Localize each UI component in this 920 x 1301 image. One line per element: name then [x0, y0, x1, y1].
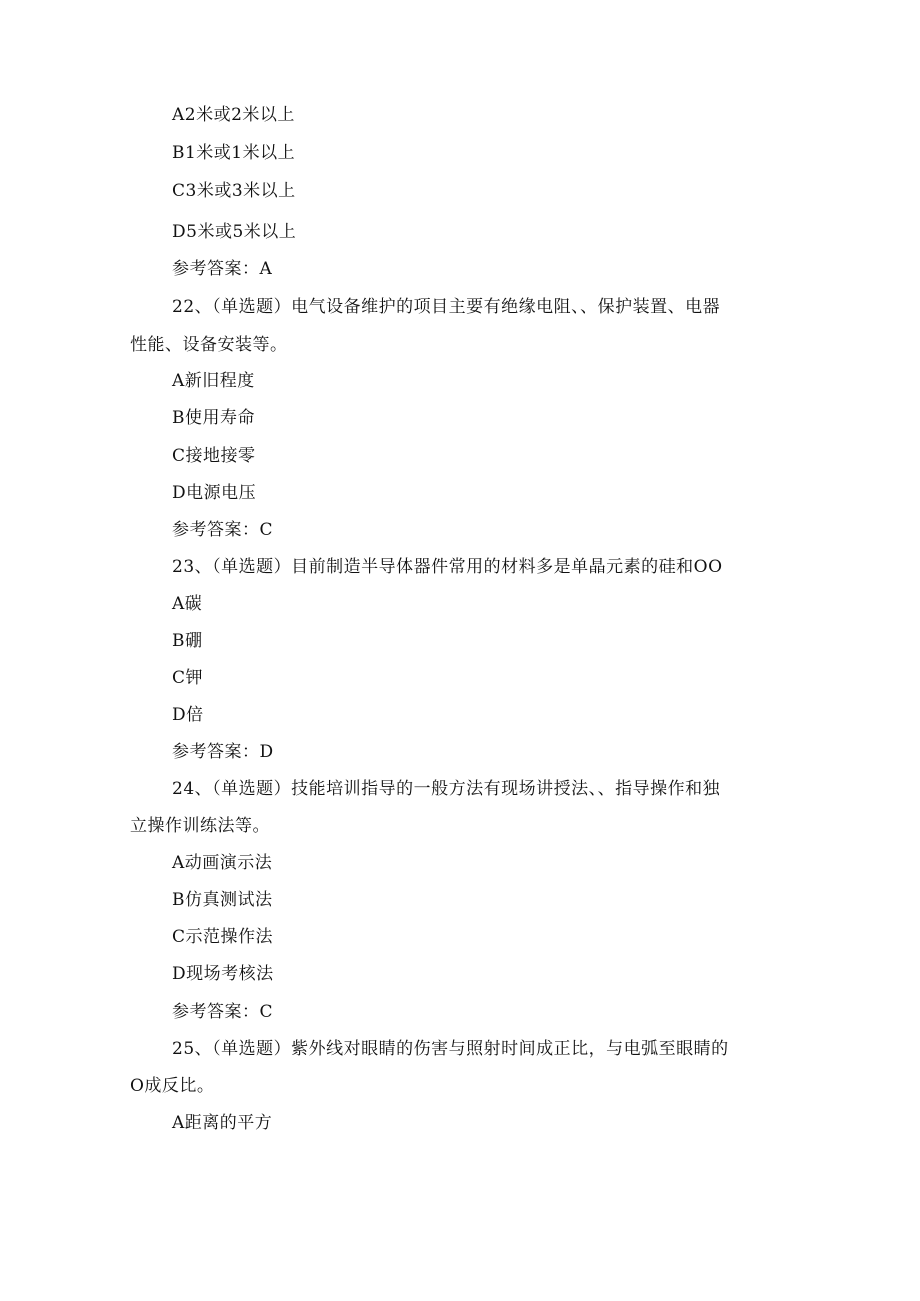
option-b-q21: B1米或1米以上: [172, 143, 296, 163]
option-d-q23: D倍: [172, 705, 204, 725]
option-c-q22: C接地接零: [172, 446, 256, 466]
option-c-q24: C示范操作法: [172, 927, 274, 947]
answer-q21: 参考答案：A: [172, 259, 273, 279]
option-a-q21: A2米或2米以上: [172, 105, 295, 125]
option-a-q24: A动画演示法: [172, 853, 273, 873]
option-b-q24: B仿真测试法: [172, 890, 273, 910]
option-d-q22: D电源电压: [172, 483, 257, 503]
option-a-q23: A碳: [172, 594, 203, 614]
option-c-q21: C3米或3米以上: [172, 181, 296, 201]
option-a-q25: A距离的平方: [172, 1113, 273, 1133]
question-23: 23、（单选题）目前制造半导体器件常用的材料多是单晶元素的硅和OO: [172, 557, 723, 577]
option-b-q23: B硼: [172, 631, 203, 651]
answer-q22: 参考答案：C: [172, 520, 274, 540]
answer-q23: 参考答案：D: [172, 742, 274, 762]
question-22-line1: 22、（单选题）电气设备维护的项目主要有绝缘电阻、、保护装置、电器: [172, 297, 721, 317]
option-d-q21: D5米或5米以上: [172, 222, 297, 242]
option-c-q23: C钾: [172, 668, 204, 688]
option-d-q24: D现场考核法: [172, 964, 274, 984]
answer-q24: 参考答案：C: [172, 1002, 274, 1022]
question-24-line2: 立操作训练法等。: [130, 816, 270, 836]
question-24-line1: 24、（单选题）技能培训指导的一般方法有现场讲授法、、指导操作和独: [172, 779, 721, 799]
question-25-line1: 25、（单选题）紫外线对眼睛的伤害与照射时间成正比，与电弧至眼睛的: [172, 1039, 729, 1059]
option-a-q22: A新旧程度: [172, 371, 255, 391]
question-22-line2: 性能、设备安装等。: [130, 335, 288, 355]
option-b-q22: B使用寿命: [172, 408, 255, 428]
question-25-line2: O成反比。: [130, 1076, 215, 1096]
